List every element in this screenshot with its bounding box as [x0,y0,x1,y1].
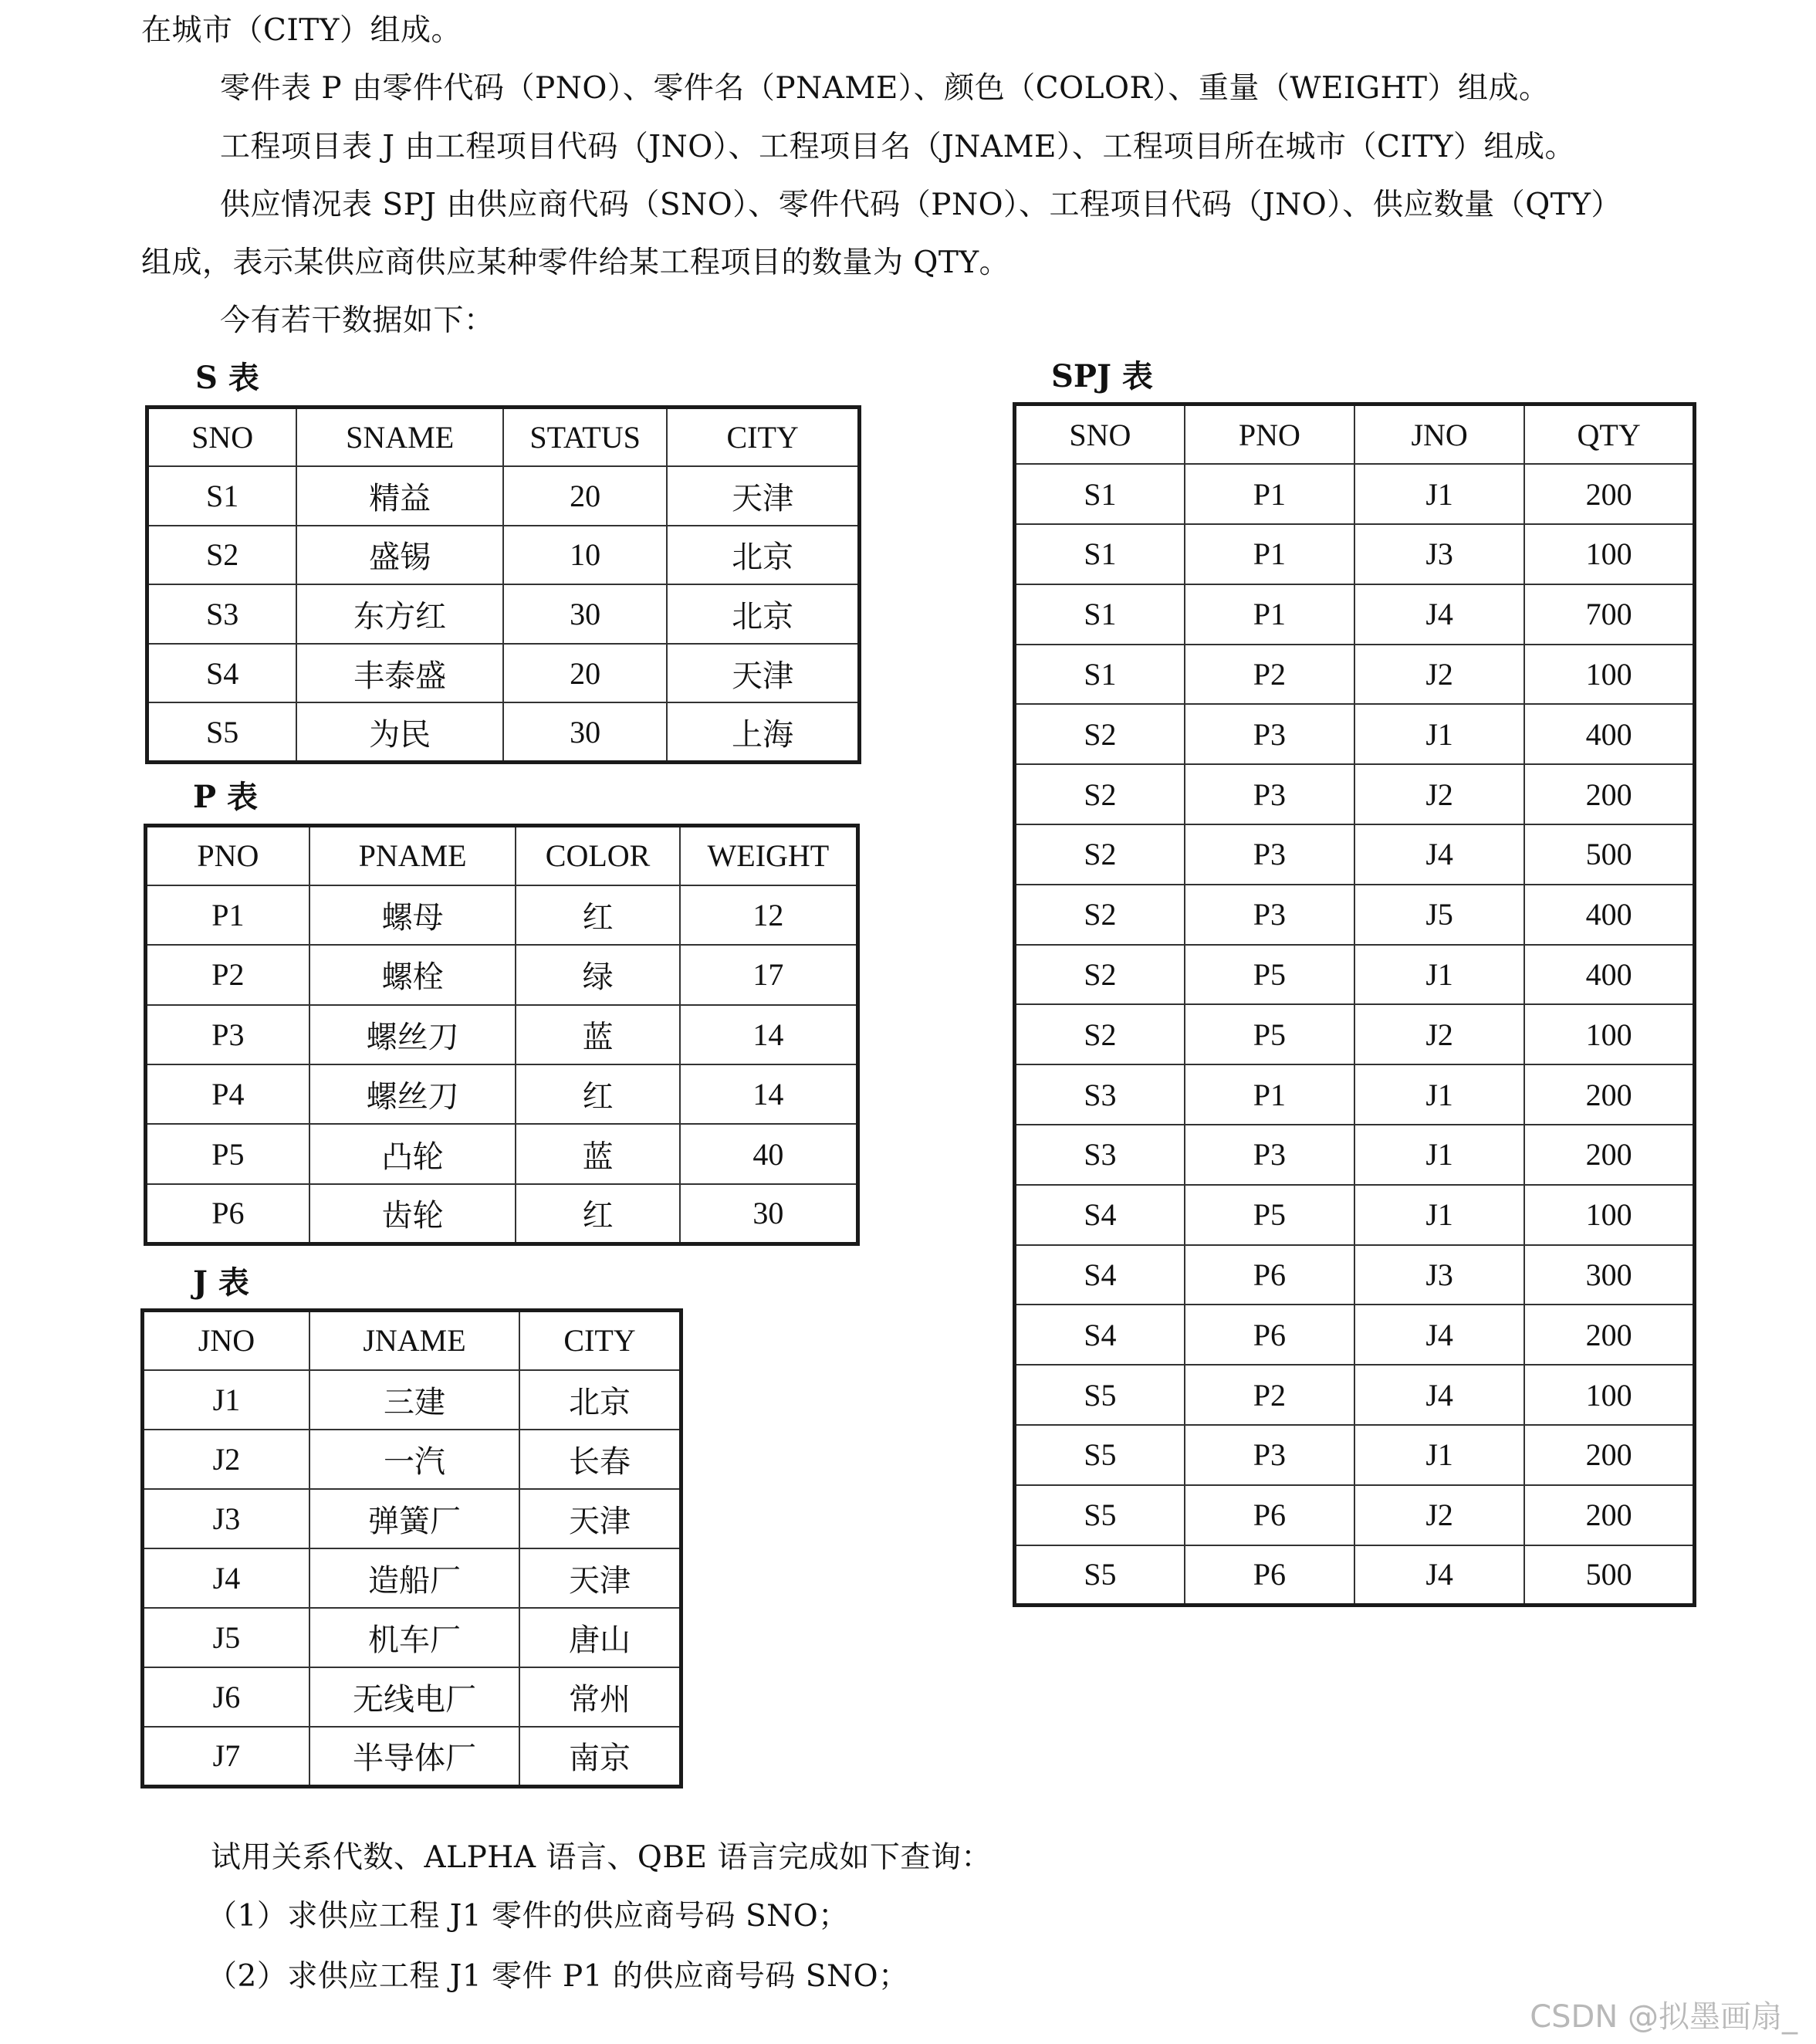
table-cell: S5 [1015,1545,1185,1606]
table-cell: S4 [1015,1245,1185,1305]
table-cell: S3 [147,584,297,644]
table-header-row [146,826,858,885]
table-cell: 机车厂 [309,1608,519,1667]
table-row [143,1370,681,1430]
table-cell: 常州 [519,1667,681,1727]
table-cell: 绿 [516,945,679,1004]
table-cell: 丰泰盛 [296,644,503,703]
table-cell: 天津 [519,1548,681,1608]
table-cell: 精益 [296,466,503,526]
table-cell: S1 [1015,464,1185,524]
table-cell: 南京 [519,1727,681,1786]
column-header: JNAME [309,1311,519,1370]
table-cell: 200 [1524,1305,1694,1365]
table-cell: P5 [146,1124,309,1183]
table-cell: 红 [516,1064,679,1124]
table-cell: 100 [1524,1004,1694,1064]
column-header: COLOR [516,826,679,885]
column-header: PNO [146,826,309,885]
table-cell: J1 [1354,1125,1524,1185]
column-header: SNAME [296,408,503,467]
table-cell: 100 [1524,524,1694,584]
table-cell: J4 [143,1548,309,1608]
table-cell: 400 [1524,704,1694,764]
table-cell: 40 [680,1124,858,1183]
table-cell: 北京 [667,526,859,585]
column-header: JNO [143,1311,309,1370]
table-cell: J1 [1354,1185,1524,1245]
table-cell: 400 [1524,885,1694,945]
table-cell: S1 [1015,584,1185,645]
table-cell: J1 [1354,704,1524,764]
table-cell: 弹簧厂 [309,1489,519,1548]
table-cell: 500 [1524,1545,1694,1606]
table-cell: P5 [1185,945,1354,1005]
table-cell: P2 [1185,1365,1354,1425]
table-row [147,702,860,762]
table-cell: P3 [1185,1425,1354,1485]
table-cell: 螺丝刀 [309,1064,516,1124]
table-row [143,1608,681,1667]
table-cell: S1 [1015,645,1185,705]
table-row [143,1667,681,1727]
csdn-watermark: CSDN @拟墨画扇_ [1530,1999,1797,2035]
table-cell: J2 [1354,1485,1524,1545]
table-cell: J3 [143,1489,309,1548]
table-row [1015,704,1695,764]
p-table-caption: P 表 [193,779,259,815]
table-row [1015,945,1695,1005]
table-cell: S1 [147,466,297,526]
table-row [1015,524,1695,584]
table-cell: J1 [143,1370,309,1430]
table-cell: J1 [1354,464,1524,524]
table-cell: 凸轮 [309,1124,516,1183]
table-cell: S2 [1015,824,1185,885]
table-cell: P5 [1185,1004,1354,1064]
table-cell: 三建 [309,1370,519,1430]
table-cell: 30 [503,702,667,762]
table-cell: J1 [1354,1425,1524,1485]
table-cell: P3 [1185,885,1354,945]
table-row [1015,1485,1695,1545]
table-cell: P6 [1185,1545,1354,1606]
table-row [1015,764,1695,824]
table-cell: P2 [1185,645,1354,705]
column-header: CITY [519,1311,681,1370]
table-cell: 200 [1524,1425,1694,1485]
table-row [1015,1425,1695,1485]
table-cell: 14 [680,1064,858,1124]
table-cell: P6 [1185,1245,1354,1305]
table-cell: S3 [1015,1125,1185,1185]
table-row [143,1727,681,1786]
column-header: SNO [1015,404,1185,465]
question-1: （1）求供应工程 J1 零件的供应商号码 SNO； [207,1899,849,1934]
s-table [145,405,861,764]
table-cell: J6 [143,1667,309,1727]
table-cell: J4 [1354,1545,1524,1606]
table-cell: P1 [1185,584,1354,645]
table-header-row [143,1311,681,1370]
table-row [143,1430,681,1489]
table-cell: 造船厂 [309,1548,519,1608]
s-table-caption: S 表 [195,360,259,396]
table-cell: 500 [1524,824,1694,885]
table-cell: P1 [146,885,309,945]
table-cell: P2 [146,945,309,1004]
column-header: SNO [147,408,297,467]
table-cell: 天津 [519,1489,681,1548]
table-cell: J4 [1354,824,1524,885]
table-cell: 17 [680,945,858,1004]
table-cell: S3 [1015,1064,1185,1125]
table-cell: 300 [1524,1245,1694,1305]
table-cell: 12 [680,885,858,945]
table-cell: J2 [1354,764,1524,824]
table-cell: 蓝 [516,1005,679,1064]
table-row [146,1124,858,1183]
table-cell: 30 [503,584,667,644]
table-cell: P1 [1185,1064,1354,1125]
table-cell: S4 [1015,1185,1185,1245]
table-cell: P3 [146,1005,309,1064]
table-cell: 100 [1524,1365,1694,1425]
table-cell: J1 [1354,1064,1524,1125]
table-cell: J3 [1354,524,1524,584]
table-cell: 北京 [667,584,859,644]
table-cell: 上海 [667,702,859,762]
table-cell: S4 [147,644,297,703]
j-table [140,1308,683,1788]
intro-line-2: 零件表 P 由零件代码（PNO）、零件名（PNAME）、颜色（COLOR）、重量（WEIGHT）组成。 [220,71,1550,106]
table-cell: J5 [1354,885,1524,945]
table-cell: P6 [1185,1305,1354,1365]
table-cell: 齿轮 [309,1184,516,1244]
spj-table [1013,402,1696,1607]
table-row [146,1184,858,1244]
table-row [146,1005,858,1064]
table-cell: P3 [1185,704,1354,764]
table-row [146,885,858,945]
table-cell: 10 [503,526,667,585]
table-row [147,466,860,526]
table-cell: S5 [1015,1365,1185,1425]
table-cell: P1 [1185,464,1354,524]
table-row [1015,584,1695,645]
table-cell: P1 [1185,524,1354,584]
column-header: CITY [667,408,859,467]
column-header: JNO [1354,404,1524,465]
table-row [1015,645,1695,705]
table-row [1015,885,1695,945]
table-cell: P3 [1185,764,1354,824]
table-cell: 100 [1524,1185,1694,1245]
table-cell: S2 [1015,1004,1185,1064]
table-cell: S2 [1015,885,1185,945]
column-header: PNO [1185,404,1354,465]
table-cell: 为民 [296,702,503,762]
table-cell: 700 [1524,584,1694,645]
table-cell: 唐山 [519,1608,681,1667]
table-row [143,1489,681,1548]
table-cell: J2 [143,1430,309,1489]
table-cell: S1 [1015,524,1185,584]
table-cell: 天津 [667,466,859,526]
table-cell: S2 [1015,945,1185,1005]
table-cell: 200 [1524,1064,1694,1125]
p-table [144,824,860,1246]
table-cell: S4 [1015,1305,1185,1365]
table-cell: 200 [1524,1125,1694,1185]
column-header: STATUS [503,408,667,467]
table-row [1015,1004,1695,1064]
table-cell: 长春 [519,1430,681,1489]
table-cell: 一汽 [309,1430,519,1489]
table-cell: 200 [1524,1485,1694,1545]
table-cell: 半导体厂 [309,1727,519,1786]
table-cell: 无线电厂 [309,1667,519,1727]
table-row [146,945,858,1004]
table-row [1015,1245,1695,1305]
table-row [1015,464,1695,524]
intro-line-5: 组成，表示某供应商供应某种零件给某工程项目的数量为 QTY。 [141,245,1010,280]
table-row [147,526,860,585]
table-cell: 红 [516,1184,679,1244]
table-cell: 蓝 [516,1124,679,1183]
table-cell: 红 [516,885,679,945]
table-row [147,644,860,703]
table-cell: J2 [1354,1004,1524,1064]
table-cell: J4 [1354,584,1524,645]
table-cell: 东方红 [296,584,503,644]
table-cell: P4 [146,1064,309,1124]
table-cell: 盛锡 [296,526,503,585]
table-row [143,1548,681,1608]
table-cell: P3 [1185,824,1354,885]
table-cell: P6 [1185,1485,1354,1545]
table-cell: J4 [1354,1305,1524,1365]
table-header-row [147,408,860,467]
table-cell: S5 [1015,1425,1185,1485]
intro-line-1: 在城市（CITY）组成。 [141,13,462,48]
table-cell: 20 [503,466,667,526]
table-row [1015,1185,1695,1245]
table-cell: J4 [1354,1365,1524,1425]
intro-line-4: 供应情况表 SPJ 由供应商代码（SNO）、零件代码（PNO）、工程项目代码（JNO）、供应数量（QTY） [220,188,1622,222]
table-cell: 200 [1524,764,1694,824]
table-cell: S2 [147,526,297,585]
table-row [147,584,860,644]
table-cell: J5 [143,1608,309,1667]
table-row [1015,1305,1695,1365]
intro-line-3: 工程项目表 J 由工程项目代码（JNO）、工程项目名（JNAME）、工程项目所在城市（CITY）组成。 [220,130,1575,164]
column-header: QTY [1524,404,1694,465]
table-cell: S2 [1015,704,1185,764]
table-cell: S2 [1015,764,1185,824]
questions-lead: 试用关系代数、ALPHA 语言、QBE 语言完成如下查询： [211,1840,992,1875]
table-cell: S5 [1015,1485,1185,1545]
table-cell: 20 [503,644,667,703]
intro-line-6: 今有若干数据如下： [220,303,495,338]
table-row [1015,1064,1695,1125]
table-row [1015,1365,1695,1425]
table-cell: J7 [143,1727,309,1786]
j-table-caption: J 表 [193,1264,249,1301]
table-row [1015,1125,1695,1185]
table-row [146,1064,858,1124]
table-cell: 400 [1524,945,1694,1005]
table-cell: J1 [1354,945,1524,1005]
table-cell: 螺栓 [309,945,516,1004]
table-cell: J3 [1354,1245,1524,1305]
table-cell: 200 [1524,464,1694,524]
table-cell: P5 [1185,1185,1354,1245]
table-cell: 螺丝刀 [309,1005,516,1064]
column-header: PNAME [309,826,516,885]
table-cell: 北京 [519,1370,681,1430]
table-cell: S5 [147,702,297,762]
column-header: WEIGHT [680,826,858,885]
table-row [1015,824,1695,885]
table-cell: J2 [1354,645,1524,705]
table-row [1015,1545,1695,1606]
table-cell: 天津 [667,644,859,703]
table-header-row [1015,404,1695,465]
table-cell: 14 [680,1005,858,1064]
table-cell: 螺母 [309,885,516,945]
table-cell: P3 [1185,1125,1354,1185]
question-2: （2）求供应工程 J1 零件 P1 的供应商号码 SNO； [207,1959,909,1994]
table-cell: 100 [1524,645,1694,705]
table-cell: P6 [146,1184,309,1244]
table-cell: 30 [680,1184,858,1244]
spj-table-caption: SPJ 表 [1051,358,1153,394]
